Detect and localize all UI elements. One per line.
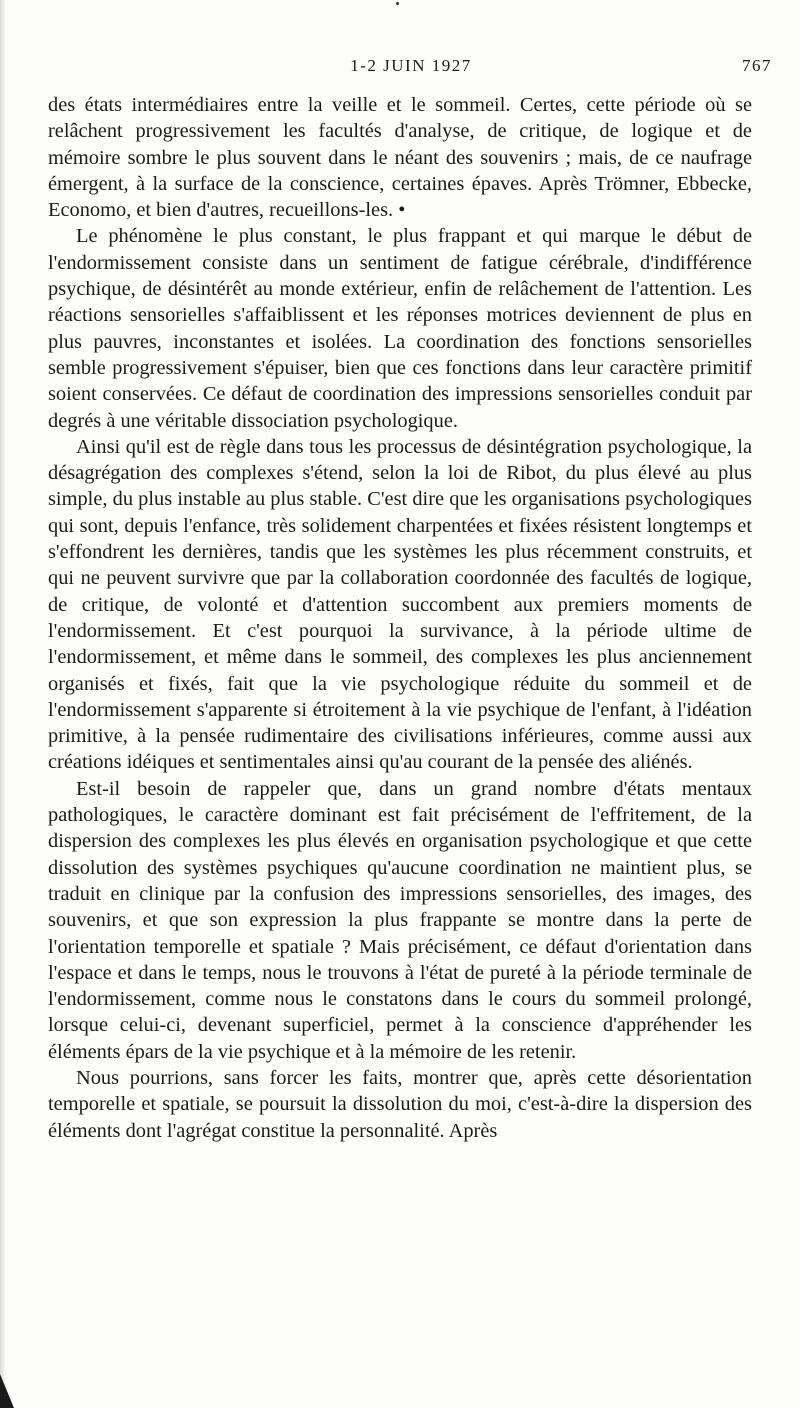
body-text xyxy=(48,92,752,1144)
paragraph: Nous pourrions, sans forcer les faits, montrer que, après cette désorientation temporelle et spatiale, se poursuit la dissolution du moi, c'est-à-dire la dispersion des éléments dont l'agrégat constitue la personnalité. Après xyxy=(48,1066,752,1142)
page-header xyxy=(50,56,772,80)
scan-corner-mark xyxy=(0,1374,14,1408)
page-edge-shadow xyxy=(0,0,6,1408)
paragraph: des états intermédiaires entre la veille et le sommeil. Certes, cette période où se relâchent progressivement les facultés d'analyse, de critique, de logique et de mémoire sombre le plus souvent dans le néant des souvenirs ; mais, de ce naufrage émergent, à la surface de la conscience, certaines épaves. Après Trömner, Ebbecke, Economo, et bien d'autres, recueillons-les. • xyxy=(48,94,752,222)
print-speck xyxy=(396,2,399,5)
page-number: 767 xyxy=(742,56,772,75)
paragraph: Ainsi qu'il est de règle dans tous les processus de désintégration psychologique, la désagrégation des complexes s'étend, selon la loi de Ribot, du plus élevé au plus simple, du plus instable au plus stable. C'est dire que les organisations psychologiques qui sont, depuis l'enfance, très solidement charpentées et fixées résistent longtemps et s'effondrent les dernières, tandis que les systèmes les plus récemment construits, et qui ne peuvent survivre que par la collaboration coordonnée des facultés de logique, de critique, de volonté et d'attention succombent aux premiers moments de l'endormissement. Et c'est pourquoi la survivance, à la période ultime de l'endormissement, et même dans le sommeil, des complexes les plus anciennement organisés et fixés, fait que la vie psychologique réduite du sommeil et de l'endormissement s'apparente si étroitement à la vie psychique de l'enfant, à l'idéation primitive, à la pensée rudimentaire des civilisations inférieures, comme aussi aux créations idéiques et sentimentales ainsi qu'au courant de la pensée des aliénés. xyxy=(48,435,752,774)
paragraph: Le phénomène le plus constant, le plus frappant et qui marque le début de l'endormissement consiste dans un sentiment de fatigue cérébrale, d'indifférence psychique, de désintérêt au monde extérieur, enfin de relâchement de l'attention. Les réactions sensorielles s'affaiblissent et les réponses motrices deviennent de plus en plus pauvres, inconstantes et isolées. La coordination des fonctions sensorielles semble progressivement s'épuiser, bien que ces fonctions dans leur caractère primitif soient conservées. Ce défaut de coordination des impressions sensorielles conduit par degrés à une véritable dissociation psychologique. xyxy=(48,225,752,432)
running-title: 1-2 JUIN 1927 xyxy=(350,56,472,75)
paragraph: Est-il besoin de rappeler que, dans un grand nombre d'états mentaux pathologiques, le caractère dominant est fait précisément de l'effritement, de la dispersion des complexes les plus élevés en organisation psychologique et que cette dissolution des systèmes psychiques qu'aucune coordination ne maintient plus, se traduit en clinique par la confusion des impressions sensorielles, des images, des souvenirs, et que son expression la plus frappante se montre dans la perte de l'orientation temporelle et spatiale ? Mais précisément, ce défaut d'orientation dans l'espace et dans le temps, nous le trouvons à l'état de pureté à la période terminale de l'endormissement, comme nous le constatons dans le cours du sommeil prolongé, lorsque celui-ci, devenant superficiel, permet à la conscience d'appréhender les éléments épars de la vie psychique et à la mémoire de les retenir. xyxy=(48,777,752,1063)
